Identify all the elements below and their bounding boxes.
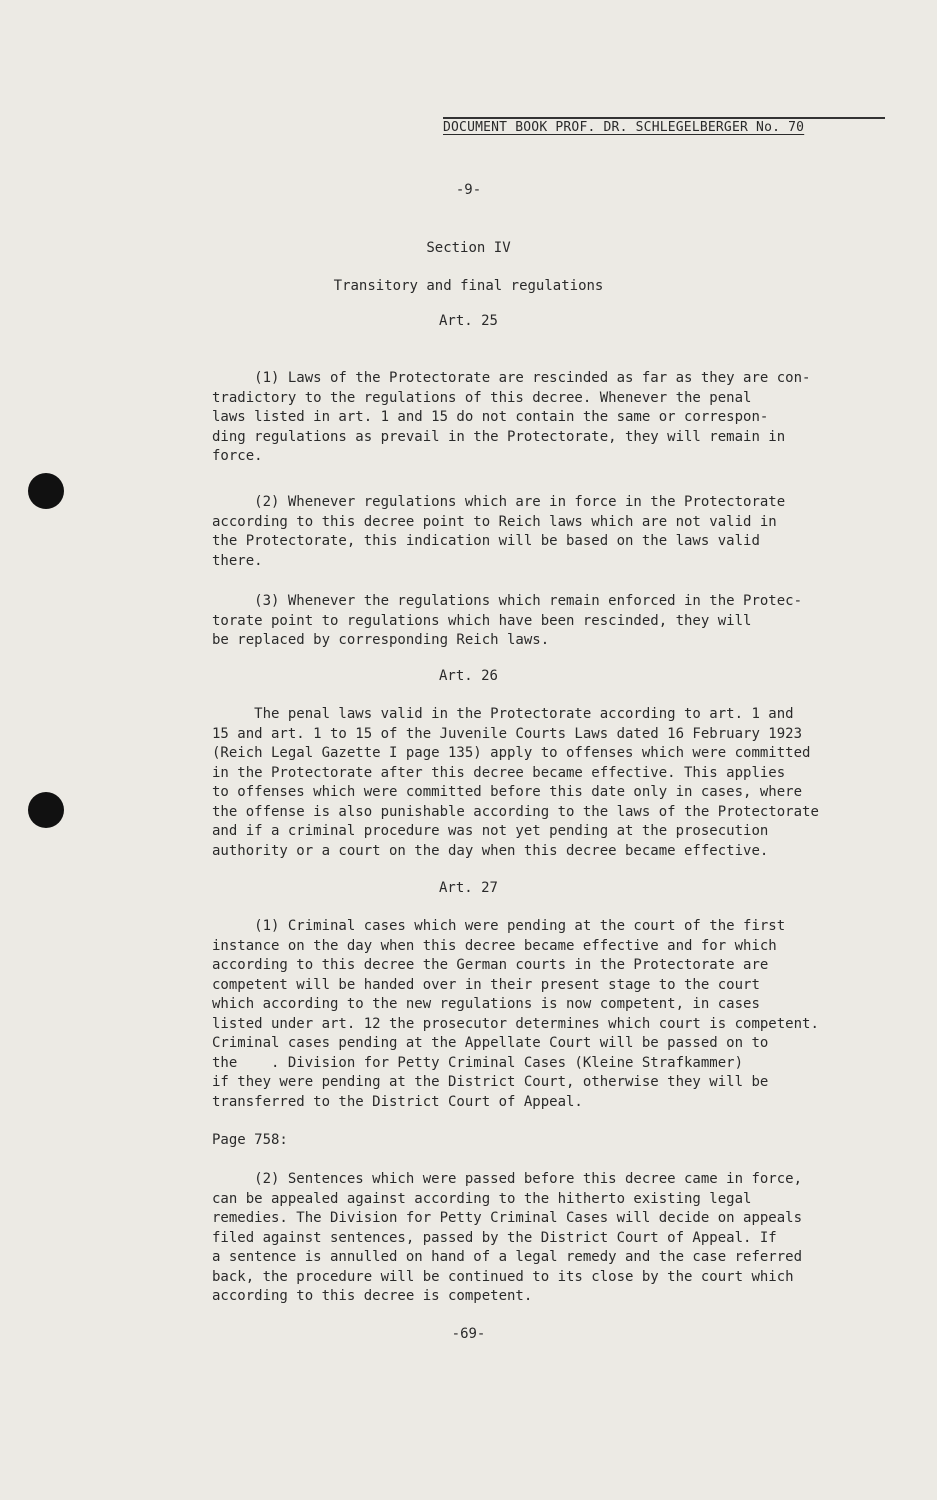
art27-paragraph-1: (1) Criminal cases which were pending at the court of the first instance on the day when this decree became effective and for which according to this decree the German courts in the Protectorate are competent will be handed over in their present stage to the court which according to the new regulations is now competent, in cases listed under art. 12 the prosecutor determines which court is competent. Criminal cases pending at the Appellate Court will be passed on to the . Division for Petty Criminal Cases (Kleine Strafkammer) if they were pending at the District Court, otherwise they will be transferred to the District Court of Appeal. bbox=[212, 918, 819, 1110]
document-book-header: DOCUMENT BOOK PROF. DR. SCHLEGELBERGER No. 70 bbox=[443, 120, 805, 135]
punch-hole bbox=[28, 792, 64, 828]
art25-paragraph-1: (1) Laws of the Protectorate are rescinded as far as they are con- tradictory to the regulations of this decree. Whenever the penal laws listed in art. 1 and 15 do not contain the same or correspon- ding regulations as prevail in the Protectorate, they will remain in force. bbox=[212, 370, 811, 464]
page-number-top: -9- bbox=[455, 182, 482, 198]
art27-paragraph-2: (2) Sentences which were passed before this decree came in force, can be appealed against according to the hitherto existing legal remedies. The Division for Petty Criminal Cases will decide on appeals filed against sentences, passed by the District Court of Appeal. If a sentence is annulled on hand of a legal remedy and the case referred back, the procedure will be continued to its close by the court which according to this decree is competent. bbox=[212, 1171, 803, 1304]
page-reference: Page 758: bbox=[212, 1132, 288, 1148]
art26-heading: Art. 26 bbox=[438, 668, 498, 684]
header-rule bbox=[443, 117, 885, 119]
art27-heading: Art. 27 bbox=[438, 880, 498, 896]
art25-paragraph-2: (2) Whenever regulations which are in force in the Protectorate according to this decree point to Reich laws which are not valid in the Protectorate, this indication will be based on the laws valid there. bbox=[212, 494, 786, 569]
section-subtitle: Transitory and final regulations bbox=[333, 278, 604, 294]
art26-paragraph-1: The penal laws valid in the Protectorate according to art. 1 and 15 and art. 1 to 15 of the Juvenile Courts Laws dated 16 February 1923 (Reich Legal Gazette I page 135) apply to offenses which were committed in the Protectorate after this decree became effective. This applies to offenses which were committed before this date only in cases, where the offense is also punishable according to the laws of the Protectorate and if a criminal procedure was not yet pending at the prosecution authority or a court on the day when this decree became effective. bbox=[212, 706, 819, 859]
art25-heading: Art. 25 bbox=[438, 313, 498, 329]
section-title: Section IV bbox=[426, 240, 511, 256]
art25-paragraph-3: (3) Whenever the regulations which remain enforced in the Protec- torate point to regulations which have been rescinded, they will be replaced by corresponding Reich laws. bbox=[212, 593, 803, 648]
punch-hole bbox=[28, 473, 64, 509]
page-number-bottom: -69- bbox=[451, 1326, 486, 1342]
